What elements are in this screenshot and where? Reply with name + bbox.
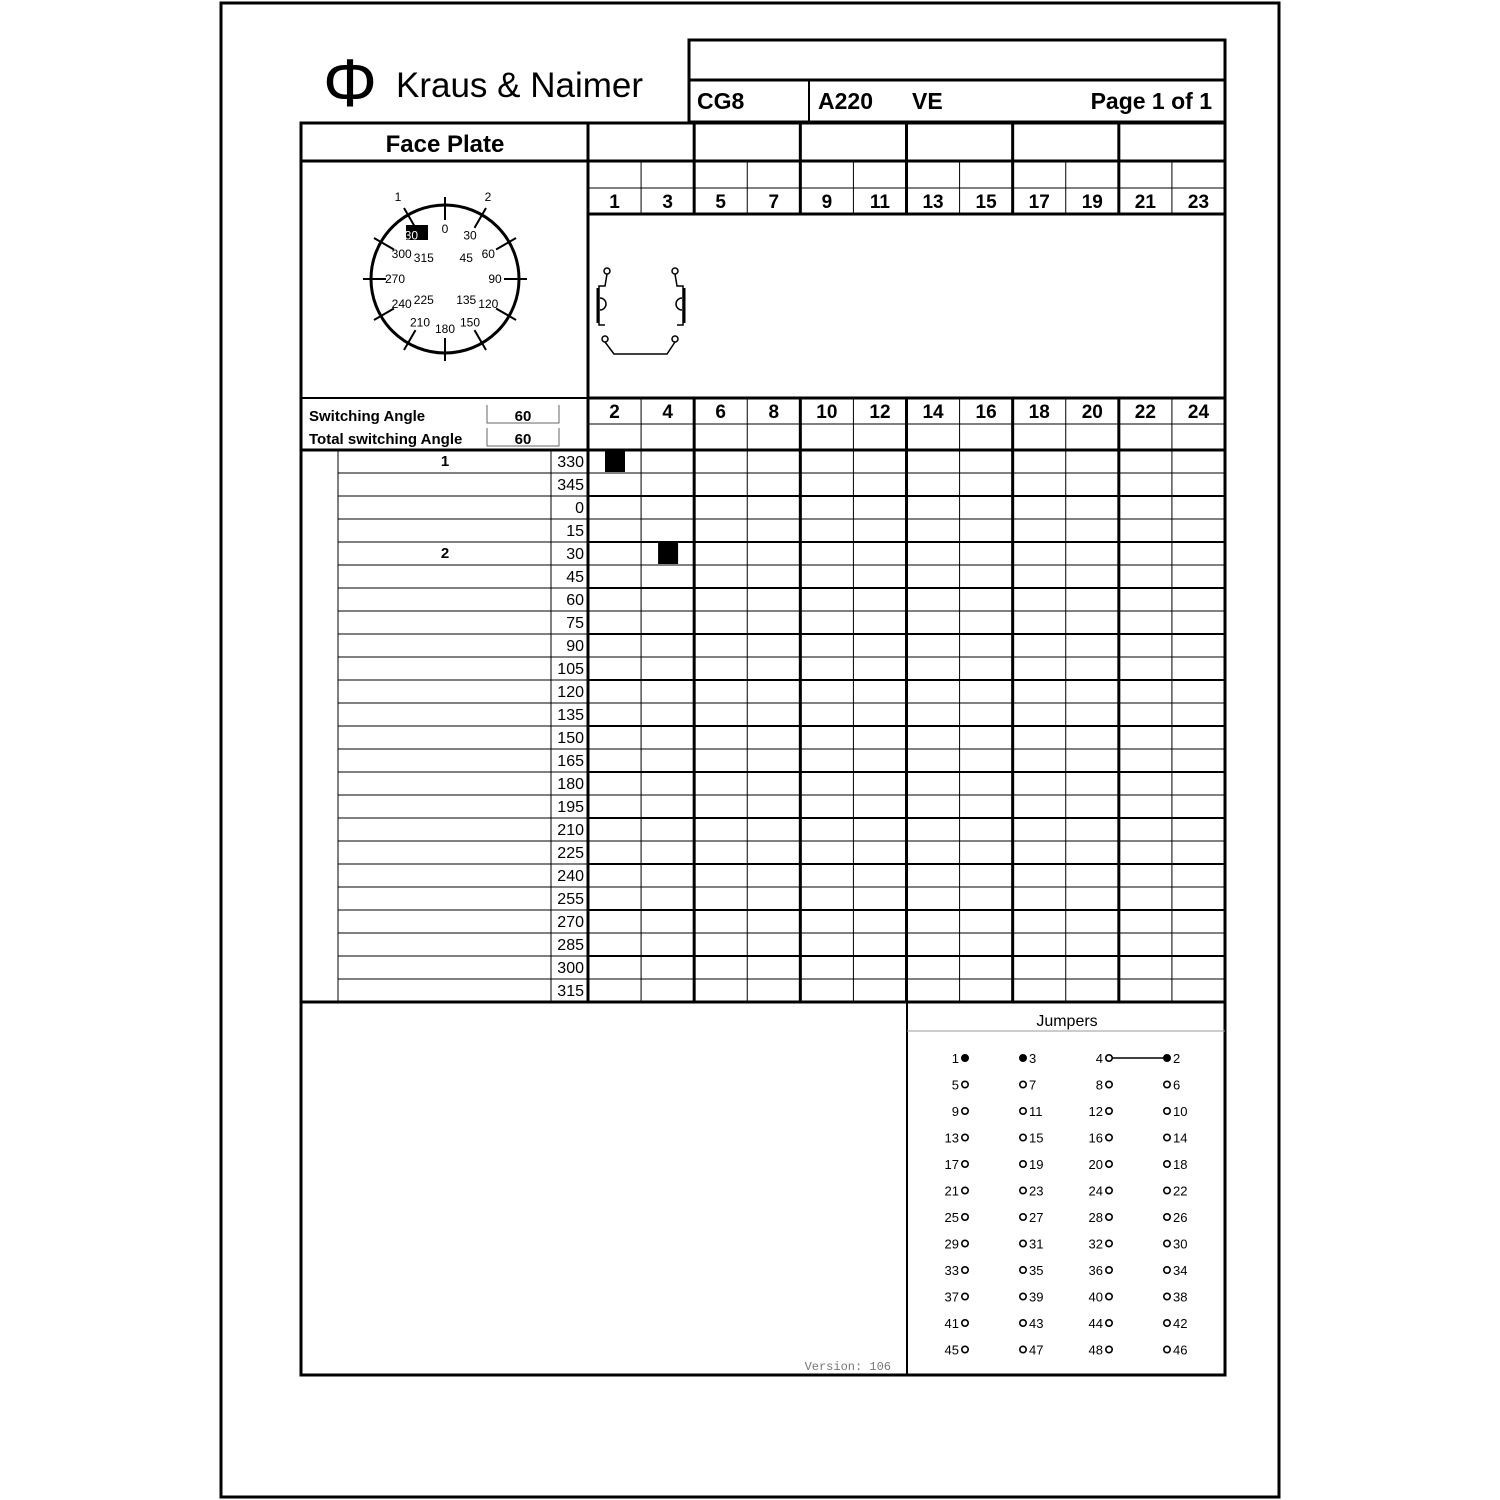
position-angle: 15 [566, 523, 584, 540]
jumper-terminal-label: 47 [1029, 1342, 1044, 1358]
jumper-terminal-label: 5 [951, 1077, 959, 1093]
terminal-top: 23 [1187, 192, 1210, 213]
dial-angle-label: 60 [481, 247, 495, 261]
jumper-terminal-label: 11 [1029, 1104, 1043, 1119]
jumper-terminal-label: 29 [944, 1236, 959, 1252]
jumper-terminal-dot [1106, 1320, 1112, 1326]
jumper-terminal-label: 24 [1088, 1183, 1103, 1199]
position-number: 1 [440, 453, 450, 470]
jumper-terminal-dot [1020, 1134, 1026, 1140]
jumper-terminal-dot [1106, 1081, 1112, 1087]
dial-angle-label: 240 [391, 297, 412, 311]
position-label-1: 1 [394, 190, 402, 204]
contact-symbol [598, 268, 684, 354]
jumper-terminal-dot [962, 1081, 968, 1087]
jumper-terminal-dot [1020, 1108, 1026, 1114]
position-number: 2 [440, 545, 450, 562]
dial-angle-label: 120 [478, 297, 499, 311]
jumper-terminal-dot [1020, 1320, 1026, 1326]
jumper-terminal-dot [962, 1055, 968, 1061]
terminal-bottom: 22 [1134, 402, 1156, 423]
position-angle: 30 [566, 546, 584, 563]
jumper-terminal-label: 13 [944, 1130, 959, 1146]
jumper-terminal-dot [1164, 1081, 1170, 1087]
jumper-terminal-dot [1020, 1161, 1026, 1167]
logo-symbol: Φ [322, 45, 378, 121]
jumper-terminal-label: 20 [1088, 1157, 1103, 1172]
terminal-top: 7 [768, 192, 780, 213]
jumper-terminal-dot [1106, 1187, 1112, 1193]
jumper-terminal-dot [1106, 1055, 1112, 1061]
jumper-terminal-dot [1164, 1134, 1170, 1140]
jumper-terminal-label: 40 [1088, 1289, 1103, 1305]
version-label: Version: 106 [804, 1360, 891, 1374]
jumper-terminal-dot [1164, 1108, 1170, 1114]
brand-name: Kraus & Naimer [396, 66, 644, 105]
jumper-terminal-label: 45 [944, 1342, 959, 1358]
jumper-terminal-label: 6 [1173, 1077, 1181, 1093]
terminal-bottom: 18 [1028, 402, 1050, 423]
dial-angle-label: 180 [434, 322, 456, 336]
terminal-top: 17 [1028, 192, 1050, 213]
terminal-bottom: 16 [975, 402, 997, 423]
position-angle: 90 [566, 638, 584, 655]
position-angle: 120 [557, 684, 584, 701]
jumper-terminal-label: 23 [1029, 1183, 1044, 1199]
jumpers-title: Jumpers [1036, 1013, 1098, 1030]
jumper-terminal-dot [1164, 1187, 1170, 1193]
position-angle: 255 [557, 891, 584, 908]
closed-contact-mark [658, 543, 678, 564]
dial-angle-label: 210 [409, 315, 431, 330]
terminal-bottom: 14 [922, 402, 944, 423]
terminal-bottom: 20 [1081, 402, 1103, 423]
jumper-terminal-dot [1020, 1240, 1026, 1246]
jumper-terminal-dot [1164, 1320, 1170, 1326]
position-angle: 330 [557, 454, 584, 471]
jumper-terminal-dot [1106, 1346, 1112, 1352]
jumper-terminal-dot [1164, 1055, 1170, 1061]
series-code: CG8 [697, 88, 745, 114]
terminal-top: 13 [922, 192, 944, 213]
jumper-terminal-dot [1106, 1134, 1112, 1140]
jumper-terminal-label: 28 [1088, 1210, 1103, 1225]
position-label-2: 2 [484, 190, 492, 204]
jumper-terminal-label: 10 [1173, 1104, 1188, 1119]
total-switching-angle-value: 60 [514, 431, 532, 448]
jumper-terminal-dot [962, 1161, 968, 1167]
position-angle: 0 [575, 500, 584, 517]
jumper-terminal-label: 22 [1173, 1183, 1188, 1199]
terminal-top: 3 [662, 192, 673, 213]
jumper-terminal-dot [1106, 1240, 1112, 1246]
dial-angle-label: 270 [384, 272, 406, 286]
terminal-top: 21 [1134, 192, 1156, 213]
jumper-terminal-label: 7 [1029, 1077, 1037, 1093]
terminal-top: 5 [715, 192, 726, 213]
jumper-terminal-label: 4 [1095, 1051, 1103, 1066]
dial-angle-label: 330 [397, 228, 419, 243]
jumper-terminal-dot [962, 1267, 968, 1273]
position-angle: 285 [557, 937, 584, 954]
position-angle: 195 [557, 799, 584, 816]
position-angle: 225 [557, 845, 584, 862]
jumper-terminal-label: 9 [951, 1104, 959, 1119]
jumper-terminal-label: 30 [1173, 1236, 1188, 1252]
jumper-terminal-label: 44 [1088, 1316, 1103, 1331]
jumpers-panel [907, 1013, 1225, 1358]
jumper-terminal-label: 3 [1029, 1051, 1037, 1066]
jumper-terminal-label: 16 [1088, 1130, 1103, 1146]
position-angle: 210 [557, 822, 584, 839]
jumper-terminal-dot [962, 1346, 968, 1352]
jumper-terminal-label: 42 [1173, 1316, 1188, 1331]
terminal-bottom: 24 [1187, 402, 1210, 423]
position-angle: 135 [557, 707, 584, 724]
terminal-top: 11 [869, 192, 891, 213]
dial-angle-label: 30 [463, 228, 477, 243]
jumper-terminal-label: 2 [1173, 1051, 1181, 1066]
dial-angle-label: 0 [441, 222, 449, 236]
jumper-terminal-dot [1164, 1161, 1170, 1167]
jumper-terminal-label: 1 [951, 1051, 959, 1066]
jumper-terminal-label: 37 [944, 1289, 959, 1305]
jumper-terminal-label: 32 [1088, 1236, 1103, 1252]
jumper-terminal-dot [1164, 1267, 1170, 1273]
title-block [689, 40, 1225, 122]
jumper-terminal-label: 14 [1173, 1130, 1188, 1146]
jumper-terminal-label: 43 [1029, 1316, 1044, 1331]
jumper-terminal-label: 8 [1095, 1077, 1103, 1093]
jumper-terminal-dot [1106, 1108, 1112, 1114]
position-angle: 150 [557, 730, 584, 747]
position-angle: 300 [557, 960, 584, 977]
dial-angle-label: 90 [488, 272, 502, 286]
position-angle: 165 [557, 753, 584, 770]
jumper-terminal-dot [1020, 1267, 1026, 1273]
jumper-terminal-dot [1020, 1055, 1026, 1061]
terminal-top: 19 [1081, 192, 1103, 213]
face-plate-title: Face Plate [385, 131, 505, 158]
jumper-terminal-label: 17 [944, 1157, 959, 1172]
switching-angle-label: Switching Angle [309, 408, 426, 425]
terminal-bottom: 2 [609, 402, 620, 423]
jumper-terminal-dot [962, 1134, 968, 1140]
jumper-terminal-label: 34 [1173, 1263, 1188, 1278]
jumper-terminal-label: 19 [1029, 1157, 1044, 1172]
total-switching-angle-label: Total switching Angle [309, 431, 463, 448]
terminal-bottom: 10 [816, 402, 838, 423]
jumper-terminal-label: 46 [1173, 1342, 1188, 1358]
jumper-terminal-dot [962, 1293, 968, 1299]
jumper-terminal-dot [962, 1108, 968, 1114]
jumper-terminal-label: 21 [944, 1183, 959, 1199]
terminal-bottom: 4 [662, 402, 673, 423]
dial-inner-angle-label: 45 [459, 250, 473, 265]
jumper-terminal-dot [1106, 1293, 1112, 1299]
position-angle: 75 [566, 615, 584, 632]
terminal-bottom: 6 [715, 402, 726, 423]
jumper-terminal-dot [1106, 1161, 1112, 1167]
jumper-terminal-label: 18 [1173, 1157, 1188, 1172]
jumper-terminal-dot [962, 1320, 968, 1326]
position-angle: 240 [557, 868, 584, 885]
position-angle: 180 [557, 776, 584, 793]
jumper-terminal-dot [962, 1240, 968, 1246]
logo [323, 45, 643, 121]
position-angle: 60 [566, 592, 584, 609]
position-angle: 315 [557, 983, 584, 1000]
position-angle: 345 [557, 477, 584, 494]
jumper-terminal-label: 31 [1029, 1236, 1044, 1252]
jumper-terminal-label: 48 [1088, 1342, 1103, 1358]
dial-inner-angle-label: 135 [456, 293, 477, 308]
jumper-terminal-label: 36 [1088, 1263, 1103, 1278]
jumper-terminal-dot [1020, 1214, 1026, 1220]
jumper-terminal-dot [1020, 1293, 1026, 1299]
jumper-terminal-dot [962, 1214, 968, 1220]
jumper-terminal-label: 38 [1173, 1289, 1188, 1305]
jumper-terminal-dot [1164, 1240, 1170, 1246]
program-code: A220 [818, 88, 873, 114]
terminal-bottom: 12 [869, 402, 891, 423]
closed-contact-mark [605, 451, 625, 472]
page-indicator: Page 1 of 1 [1090, 88, 1212, 114]
jumper-terminal-dot [1164, 1214, 1170, 1220]
position-angle: 105 [557, 661, 584, 678]
face-plate-dial [363, 190, 527, 361]
variant-code: VE [912, 88, 943, 114]
switching-angle-block [309, 405, 559, 448]
jumper-terminal-dot [962, 1187, 968, 1193]
position-angle: 270 [557, 914, 584, 931]
jumper-terminal-label: 35 [1029, 1263, 1044, 1278]
position-angle: 45 [566, 569, 584, 586]
jumper-terminal-dot [1020, 1081, 1026, 1087]
dial-inner-angle-label: 315 [413, 250, 434, 265]
jumper-terminal-label: 25 [944, 1210, 959, 1225]
switching-angle-value: 60 [514, 408, 532, 425]
jumper-terminal-dot [1164, 1346, 1170, 1352]
terminal-top: 9 [821, 192, 833, 213]
terminal-top: 1 [609, 192, 620, 213]
jumper-terminal-label: 33 [944, 1263, 959, 1278]
jumper-terminal-label: 15 [1029, 1130, 1044, 1146]
terminal-top: 15 [975, 192, 997, 213]
jumper-terminal-dot [1020, 1346, 1026, 1352]
jumper-terminal-dot [1106, 1214, 1112, 1220]
jumper-terminal-label: 41 [944, 1316, 959, 1331]
dial-inner-angle-label: 225 [413, 293, 434, 308]
jumper-terminal-label: 12 [1088, 1104, 1103, 1119]
dial-angle-label: 300 [391, 247, 412, 261]
jumper-terminal-label: 26 [1173, 1210, 1188, 1225]
terminal-bottom: 8 [768, 402, 780, 423]
jumper-terminal-dot [1106, 1267, 1112, 1273]
jumper-terminal-label: 27 [1029, 1210, 1044, 1225]
jumper-terminal-dot [1164, 1293, 1170, 1299]
jumper-terminal-label: 39 [1029, 1289, 1044, 1305]
dial-angle-label: 150 [459, 315, 481, 330]
jumper-terminal-dot [1020, 1187, 1026, 1193]
